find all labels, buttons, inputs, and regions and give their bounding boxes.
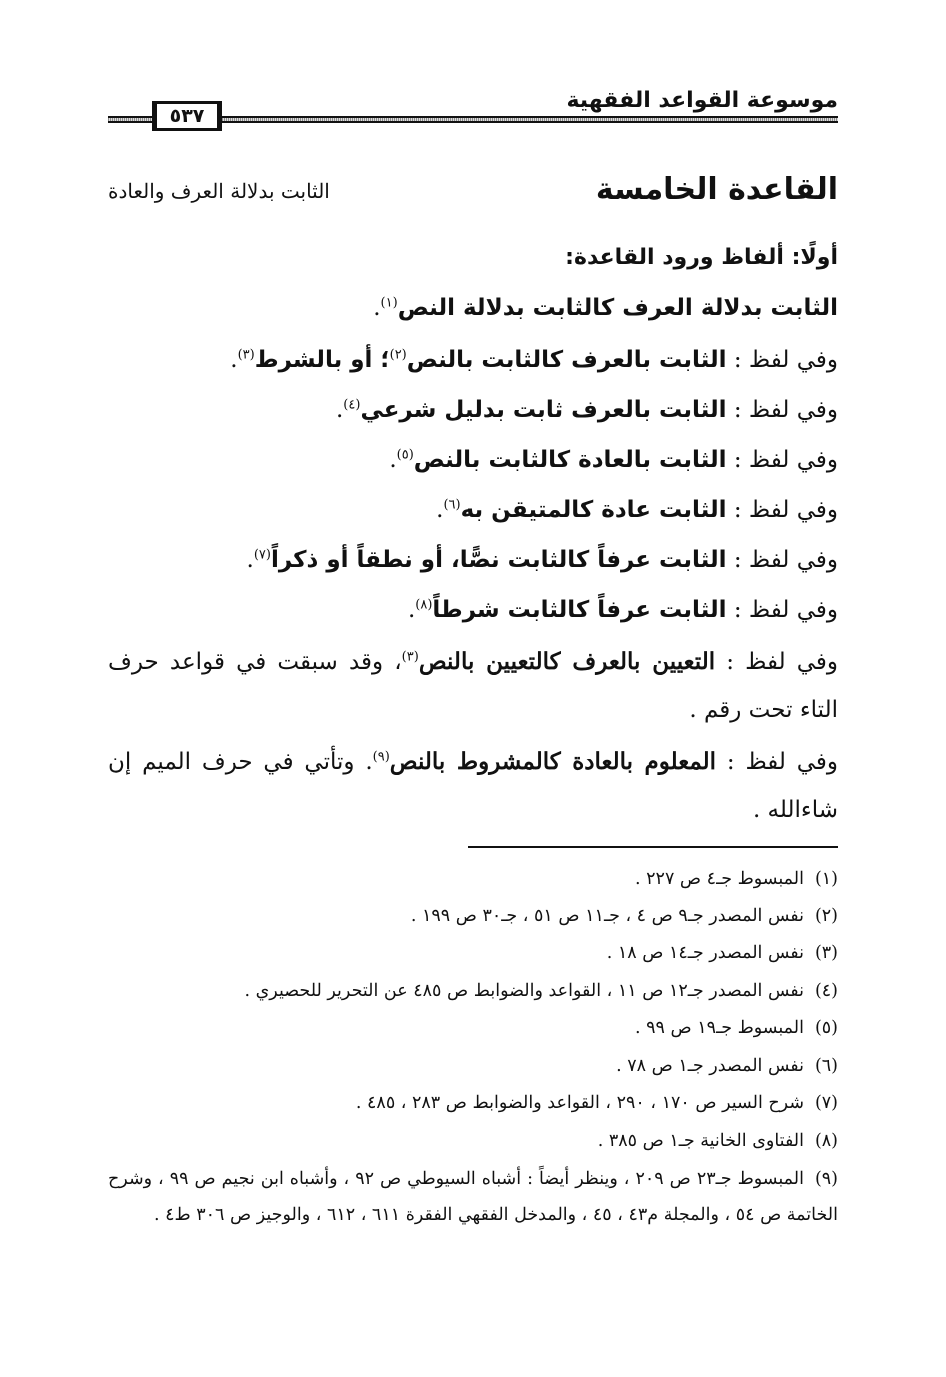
footnote-separator (468, 846, 838, 848)
book-title: موسوعة القواعد الفقهية (566, 88, 838, 113)
footnote-ref: (٤) (343, 397, 361, 413)
wording-text: الثابت بالعرف ثابت بدليل شرعي (360, 397, 727, 423)
footnote-text: نفس المصدر جـ٩ ص ٤ ، جـ١١ ص ٥١ ، جـ٣٠ ص ١٩٩ . (410, 906, 804, 926)
footnote-ref: (٢) (389, 347, 407, 363)
wording-prefix: وفي لفظ : (726, 397, 838, 423)
wording-line (389, 440, 838, 480)
wording-line (336, 390, 838, 430)
wording-prefix: وفي لفظ : (716, 749, 839, 775)
wording-line (373, 288, 838, 328)
footnote-number: (١) (814, 869, 838, 889)
footnote (616, 1051, 838, 1081)
wording-suffix: . (230, 347, 238, 373)
wording-suffix: . (335, 397, 344, 423)
footnote-ref: (٩) (372, 749, 390, 765)
footnote-ref: (١) (380, 295, 398, 311)
footnote-number: (٧) (814, 1093, 838, 1113)
wording-suffix: . (246, 547, 254, 573)
wording-suffix: . (407, 597, 416, 623)
wording-text: التعيين بالعرف كالتعيين بالنص (418, 648, 716, 675)
page-number: ٥٣٧ (152, 101, 222, 131)
footnote (635, 1013, 838, 1043)
wording-line (247, 540, 838, 580)
footnote (411, 901, 838, 931)
wording-suffix: ؛ أو بالشرط (254, 347, 390, 373)
wording-prefix: وفي لفظ : (726, 497, 838, 523)
wording-suffix: . (436, 497, 444, 523)
paragraph-text: ، وقد سبقت في قواعد حرف التاء تحت رقم . (108, 649, 838, 723)
footnote-number: (٦) (814, 1056, 838, 1076)
wording-paragraph (108, 738, 838, 834)
wording-text: الثابت عادة كالمتيقن به (460, 497, 727, 523)
footnote-number: (٤) (814, 981, 838, 1001)
footnote-number: (٥) (814, 1018, 838, 1038)
footnote-text: نفس المصدر جـ١ ص ٧٨ . (616, 1056, 804, 1076)
footnote-number: (٣) (814, 943, 838, 963)
footnote (607, 938, 838, 968)
footnote-ref: (٧) (253, 547, 271, 563)
footnote-ref: (٦) (443, 497, 461, 513)
footnote-number: (٢) (814, 906, 838, 926)
footnote-text: المبسوط جـ١٩ ص ٩٩ . (635, 1018, 804, 1038)
paragraph-text: . وتأتي في حرف الميم إن شاءالله . (108, 749, 838, 823)
footnote-ref: (٨) (415, 597, 433, 613)
wording-text: المعلوم بالعادة كالمشروط بالنص (389, 748, 717, 775)
footnote (635, 864, 838, 894)
rule-subtitle: الثابت بدلالة العرف والعادة (108, 179, 330, 203)
wording-prefix: وفي لفظ : (726, 347, 838, 373)
wording-prefix: وفي لفظ : (715, 649, 838, 675)
section-heading: أولًا: ألفاظ ورود القاعدة: (565, 245, 838, 270)
rule-title: القاعدة الخامسة (595, 172, 838, 207)
wording-text: الثابت بالعرف كالثابت بالنص (406, 347, 727, 373)
footnote-ref: (٥) (396, 447, 414, 463)
footnote-text: المبسوط جـ٢٣ ص ٢٠٩ ، وينظر أيضاً : أشباه السيوطي ص ٩٢ ، وأشباه ابن نجيم ص ٩٩ ، وشرح الخاتمة ص ٥٤ ، والمجلة م٤٣ ، ٤٥ ، والمدخل الفقهي الفقرة ٦١١ ، ٦١٢ ، والوجيز ص ٣٠٦ ط٤ . (108, 1169, 838, 1225)
footnote-ref: (٣) (401, 649, 419, 665)
wording-line (408, 590, 838, 630)
footnote-text: نفس المصدر جـ١٤ ص ١٨ . (606, 943, 804, 963)
wording-line (230, 340, 838, 380)
wording-prefix: وفي لفظ : (726, 597, 838, 623)
wording-prefix: وفي لفظ : (726, 447, 838, 473)
wording-line (436, 490, 838, 530)
footnote (356, 1088, 838, 1118)
wording-text: الثابت عرفاً كالثابت شرطاً (432, 597, 727, 623)
wording-paragraph (108, 638, 838, 734)
footnote-text: المبسوط جـ٤ ص ٢٢٧ . (635, 869, 804, 889)
footnote-text: شرح السير ص ١٧٠ ، ٢٩٠ ، القواعد والضوابط ص ٢٨٣ ، ٤٨٥ . (355, 1093, 804, 1113)
footnote (108, 1161, 838, 1233)
wording-suffix: . (373, 295, 381, 321)
footnote-ref: (٣) (237, 347, 255, 363)
wording-suffix: . (389, 447, 397, 473)
footnote-number: (٨) (814, 1131, 838, 1151)
footnote (598, 1126, 838, 1156)
wording-text: الثابت عرفاً كالثابت نصًّا، أو نطقاً أو ذكراً (270, 547, 727, 573)
wording-prefix: وفي لفظ : (726, 547, 838, 573)
wording-text: الثابت بالعادة كالثابت بالنص (413, 447, 727, 473)
footnote-text: الفتاوى الخانية جـ١ ص ٣٨٥ . (597, 1131, 804, 1151)
footnote (244, 976, 838, 1006)
footnote-text: نفس المصدر جـ١٢ ص ١١ ، القواعد والضوابط ص ٤٨٥ عن التحرير للحصيري . (244, 981, 804, 1001)
footnote-number: (٩) (814, 1169, 838, 1189)
wording-text: الثابت بدلالة العرف كالثابت بدلالة النص (397, 295, 838, 321)
